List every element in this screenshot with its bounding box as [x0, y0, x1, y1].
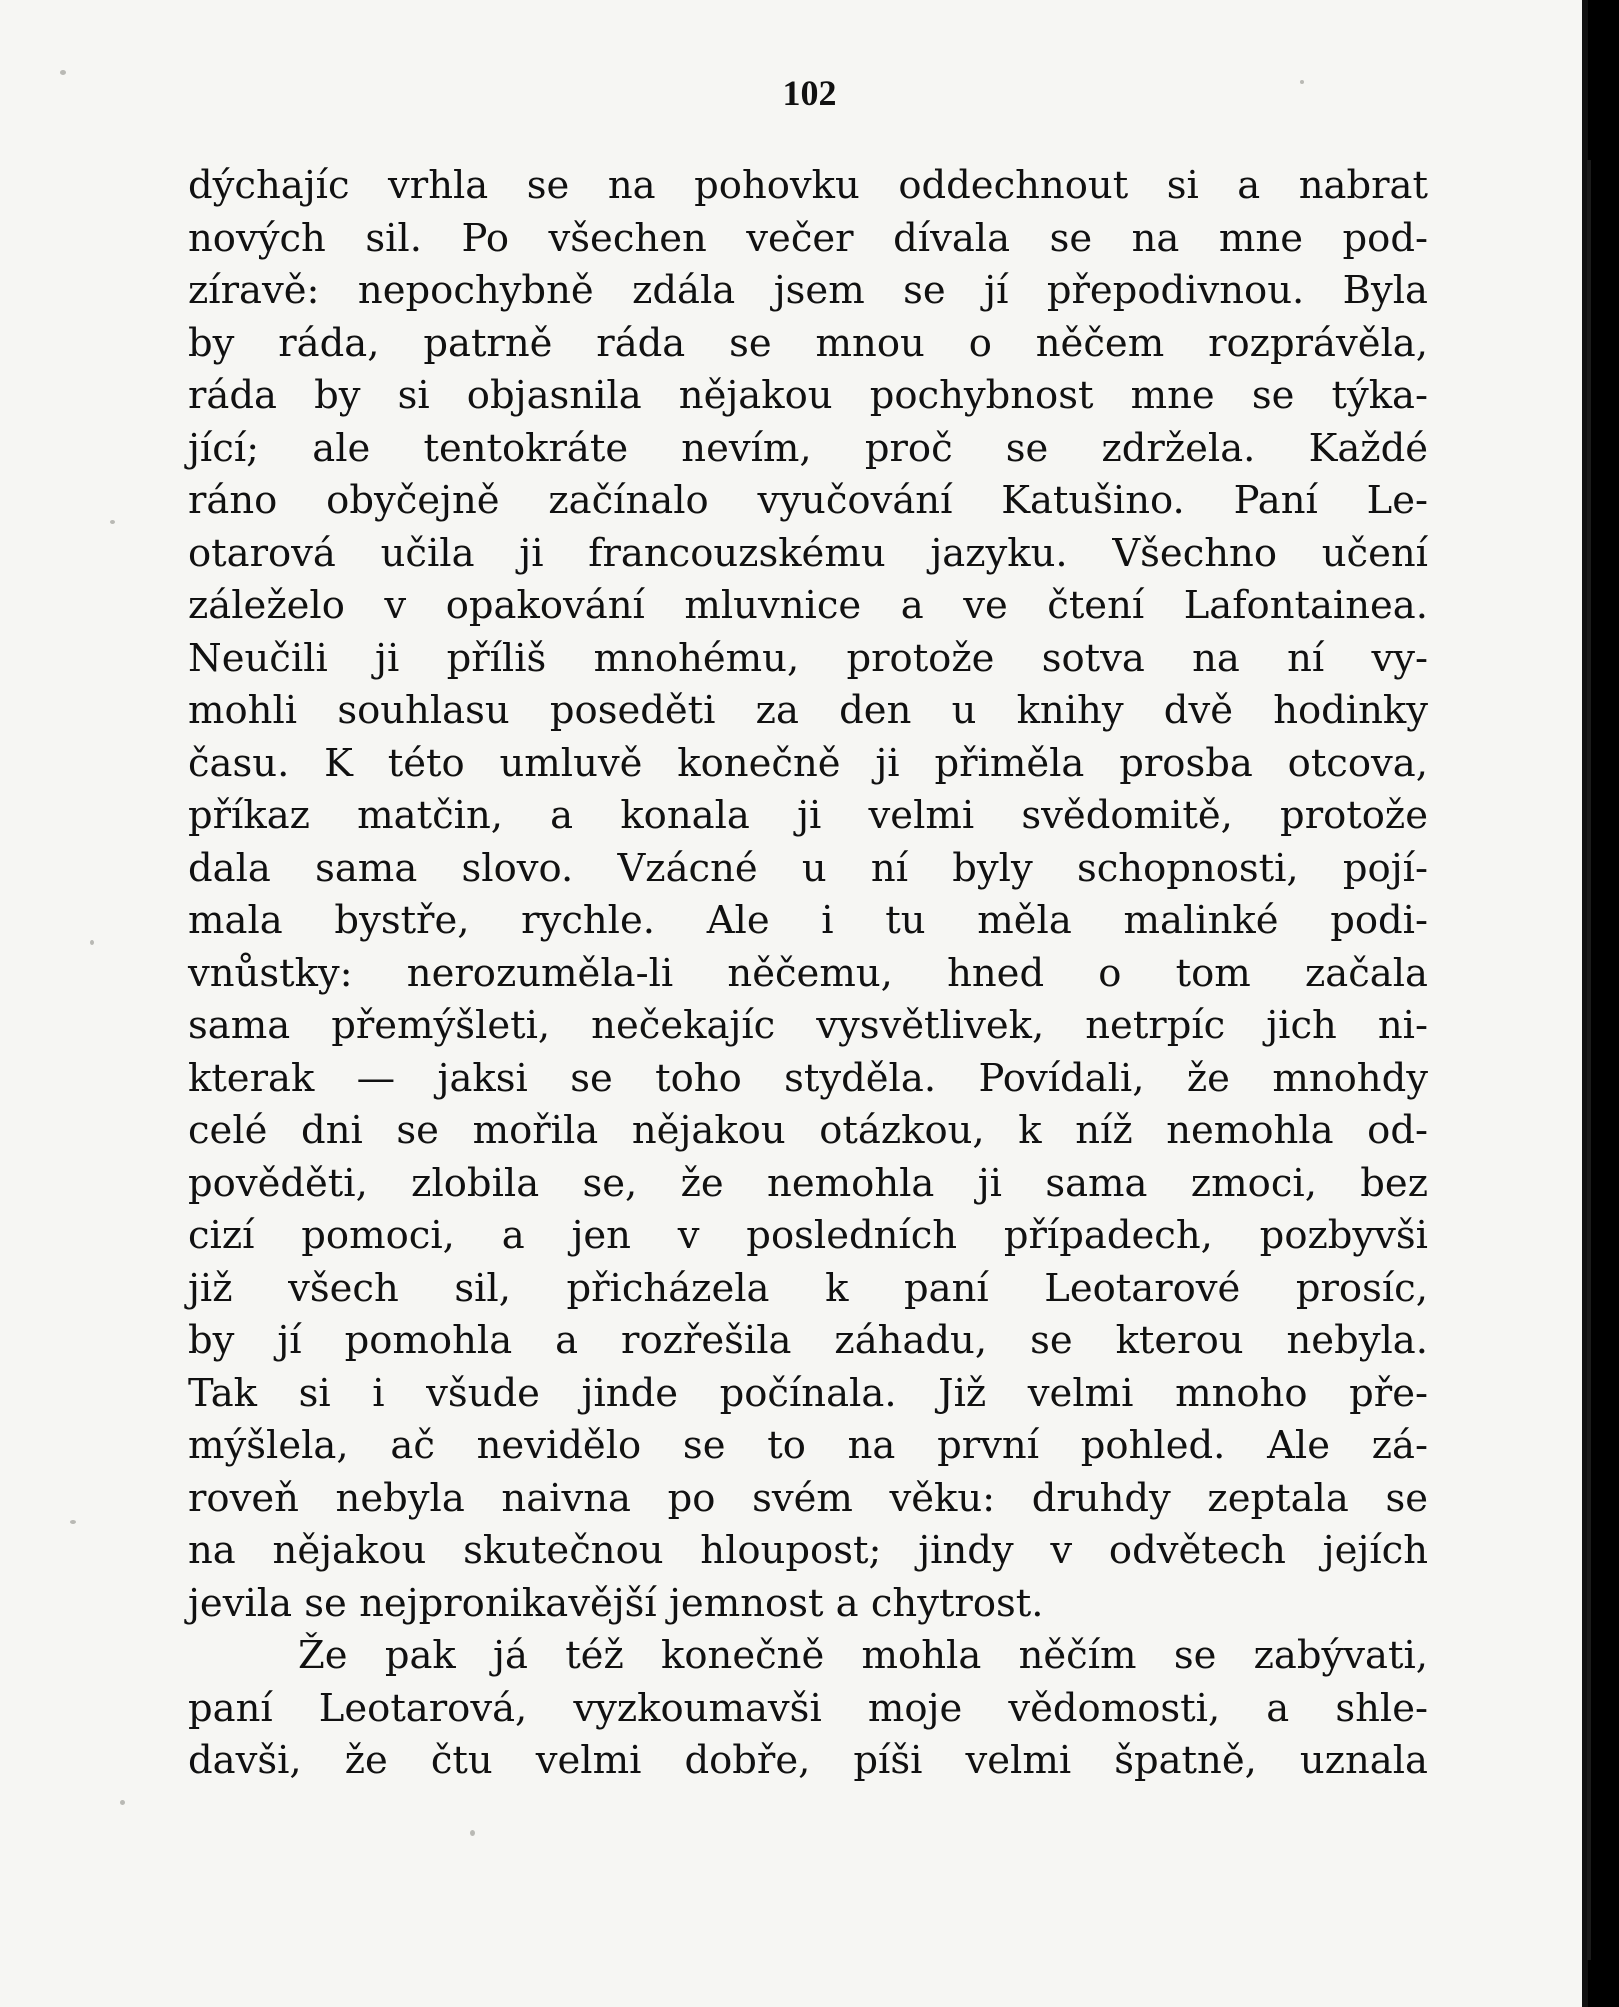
text-line: paní Leotarová, vyzkoumavši moje vědomosti, a shle-: [188, 1685, 1428, 1731]
text-line: dala sama slovo. Vzácné u ní byly schopnosti, pojí-: [188, 845, 1428, 891]
scan-speck: [1300, 80, 1304, 84]
text-line: Tak si i všude jinde počínala. Již velmi mnoho pře-: [188, 1370, 1428, 1416]
text-line: zíravě: nepochybně zdála jsem se jí přepodivnou. Byla: [188, 268, 1428, 313]
text-line: ráda by si objasnila nějakou pochybnost mne se týka-: [188, 373, 1428, 418]
text-line: roveň nebyla naivna po svém věku: druhdy zeptala se: [188, 1475, 1428, 1521]
text-line: by jí pomohla a rozřešila záhadu, se kterou nebyla.: [188, 1318, 1428, 1363]
text-line: Neučili ji příliš mnohému, protože sotva na ní vy-: [188, 635, 1428, 681]
scan-speck: [120, 1800, 125, 1805]
text-line: mýšlela, ač nevidělo se to na první pohled. Ale zá-: [188, 1423, 1428, 1468]
page-number: 102: [782, 73, 837, 113]
text-line: cizí pomoci, a jen v posledních případech, pozbyvši: [188, 1213, 1428, 1258]
text-line: času. K této umluvě konečně ji přiměla prosba otcova,: [188, 740, 1428, 786]
scan-speck: [110, 520, 115, 524]
text-line: otarová učila ji francouzskému jazyku. Všechno učení: [188, 530, 1428, 576]
text-line: jevila se nejpronikavější jemnost a chytrost.: [188, 1580, 1044, 1626]
text-line: na nějakou skutečnou hloupost; jindy v odvětech jejích: [188, 1528, 1428, 1573]
text-line: mala bystře, rychle. Ale i tu měla malinké podi-: [188, 898, 1428, 943]
text-line: davši, že čtu velmi dobře, píši velmi špatně, uznala: [188, 1738, 1428, 1783]
text-line: sama přemýšleti, nečekajíc vysvětlivek, netrpíc jich ni-: [188, 1003, 1428, 1048]
text-line: mohli souhlasu poseděti za den u knihy dvě hodinky: [188, 688, 1428, 733]
text-line: nových sil. Po všechen večer dívala se na mne pod-: [188, 215, 1428, 261]
page-edge: [1587, 160, 1591, 1960]
text-line: by ráda, patrně ráda se mnou o něčem rozprávěla,: [188, 320, 1428, 366]
text-line: kterak — jaksi se toho styděla. Povídali, že mnohdy: [188, 1055, 1428, 1101]
text-line: ráno obyčejně začínalo vyučování Katušino. Paní Le-: [188, 478, 1428, 523]
text-line: Že pak já též konečně mohla něčím se zabývati,: [298, 1633, 1428, 1678]
text-line: vnůstky: nerozuměla-li něčemu, hned o tom začala: [188, 950, 1428, 996]
text-line: záleželo v opakování mluvnice a ve čtení Lafontainea.: [188, 583, 1428, 628]
scan-speck: [90, 940, 94, 945]
scan-speck: [70, 1520, 76, 1524]
text-line: příkaz matčin, a konala ji velmi svědomitě, protože: [188, 793, 1428, 838]
text-line: pověděti, zlobila se, že nemohla ji sama zmoci, bez: [188, 1160, 1428, 1206]
body-text: [188, 160, 1428, 1788]
text-line: již všech sil, přicházela k paní Leotarové prosíc,: [188, 1265, 1428, 1311]
scan-speck: [60, 70, 66, 75]
scan-speck: [470, 1830, 475, 1836]
text-line: celé dni se mořila nějakou otázkou, k níž nemohla od-: [188, 1108, 1428, 1153]
text-line: dýchajíc vrhla se na pohovku oddechnout si a nabrat: [188, 163, 1428, 208]
text-line: jící; ale tentokráte nevím, proč se zdržela. Každé: [188, 425, 1428, 471]
